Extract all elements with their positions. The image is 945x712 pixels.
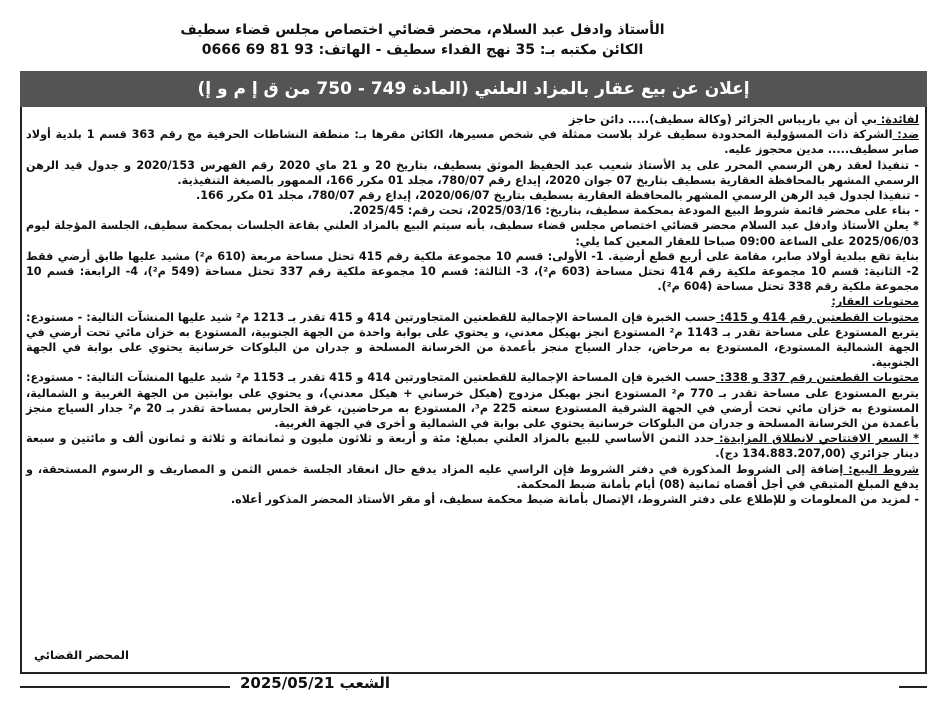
notice-header bbox=[100, 22, 745, 58]
paragraph-property: بناية تقع ببلدية أولاد صابر، مقامة على أربع قطع أرضية. 1- الأولى: قسم 10 مجموعة ملكية رقم 415 تحتل مساحة مربعة (610 م²) مشيد عليها طابق أرضي فقط 2- الثانية: قسم 10 مجموعة ملكية رقم 414 تحتل مساحة (603 م²)، 3- الثالثة: قسم 10 مجموعة ملكية رقم 337 تحتل مساحة (549 م²)، 4- الرابعة: قسم 10 مجموعة ملكية رقم 338 تحتل مساحة (604 م²). bbox=[26, 249, 919, 294]
footer bbox=[20, 672, 927, 702]
paragraph-auction-date: * يعلن الأستاذ وادفل عبد السلام محضر قضائي اختصاص مجلس قضاء سطيف، بأنه سيتم البيع بالمزاد العلني بقاعة الجلسات بمحكمة سطيف، الجلسة المؤجلة ليوم 2025/06/03 على الساعة 09:00 صباحا للعقار المعين كما يلي: bbox=[26, 219, 919, 248]
paragraph-more-info: - لمزيد من المعلومات و للإطلاع على دفتر الشروط، الإتصال بأمانة ضبط محكمة سطيف، أو مقر الأستاذ المحضر المذكور أعلاه. bbox=[230, 493, 919, 507]
paragraph-beneficiary: لفائدة: بي أن بي باريباس الجزائر (وكالة سطيف)..... دائن حاجز bbox=[568, 113, 919, 126]
paragraph-lots-337-338: محتويات القطعتين رقم 337 و 338: حسب الخبرة فإن المساحة الإجمالية للقطعتين المتجاورتين 414 و 415 تقدر بـ 1153 م² شيد عليها المنشآت التالية: - مستودع: يتربع المستودع على مساحة تقدر بـ 770 م² المستودع انجز بهيكل مزدوج (هيكل خرساني + هيكل معدني)، و يحتوي على بوابتين من الجهة الغربية و الشمالية، المستودع به خزان مائي تحت أرضي في الجهة الشرقية المستودع سعته 225 م³، المستودع به مرحاضين، غرفة الحارس بمساحة تقدر بـ 20 م² جدار السياج منجز بأعمدة من الخرسانة المسلحة و جدران من البلوكات خرسانية يحتوي على بوابة في الشمالية و أخرى في الجهة الغربية. bbox=[26, 371, 919, 431]
bailiff-signature: المحضر القضائي bbox=[34, 648, 129, 662]
paragraph-opening-price: * السعر الافتتاحي لانطلاق المزايدة: حدد الثمن الأساسي للبيع بالمزاد العلني بمبلغ: مئة و أربعة و ثلاثون مليون و ثمانمائة و ثلاثة و ثمانون ألف و مائتين و سبعة دينار جزائري (134.883.207,00 دج). bbox=[26, 432, 919, 461]
paragraph-debtor: ضد: الشركة ذات المسؤولية المحدودة سطيف غرلد بلاست ممثلة في شخص مسيرها، الكائن مقرها بـ: منطقة النشاطات الحرفية مج رقم 363 قسم 1 بلدية أولاد صابر سطيف..... مدين محجوز عليه. bbox=[26, 128, 919, 157]
footer-rule bbox=[20, 686, 230, 688]
paragraph-contents-heading: محتويات العقار: bbox=[831, 295, 919, 309]
paragraph-sale-terms: شروط البيع: إضافة إلى الشروط المذكورة في دفتر الشروط فإن الراسي عليه المزاد يدفع حال انعقاد الجلسة خمس الثمن و المصاريف و الرسوم المستحقة، و يدفع المبلغ المتبقي في أجل أقصاه ثمانية (08) أيام بأمانة ضبط المحكمة. bbox=[26, 462, 919, 491]
paragraph-conditions-filing: - بناء على محضر قائمة شروط البيع المودعة بمحكمة سطيف، بتاريخ: 2025/03/16، تحت رقم: 2025/45. bbox=[348, 204, 919, 218]
paragraph-registry: - تنفيذا لجدول قيد الرهن الرسمي المشهر بالمحافظة العقارية بسطيف بتاريخ 2020/06/07، إيداع رقم 780/07، مجلد 01 مكرر 166. bbox=[195, 189, 919, 203]
paragraph-lots-414-415: محتويات القطعتين رقم 414 و 415: حسب الخبرة فإن المساحة الإجمالية للقطعتين المتجاورتين 414 و 415 تقدر بـ 1213 م² شيد عليها المنشآت التالية: - مستودع: يتربع المستودع على مساحة تقدر بـ 1143 م² المستودع انجز بهيكل معدني، و يحتوي على بوابة واحدة من الجهة الجنوبية، المستودع به خزان مائي تحت أرضي في الجهة الشمالية المستودع، المستودع به مرحاض، جدار السياج منجز بأعمدة من الخرسانة المسلحة و جدران من البلوكات خرسانية يحتوي على بوابة في الجهة الجنوبية. bbox=[26, 310, 919, 370]
notice-body bbox=[26, 112, 919, 507]
bailiff-name: الأستاذ وادفل عبد السلام، محضر قضائي اختصاص مجلس قضاء سطيف bbox=[180, 22, 665, 38]
notice-title: إعلان عن بيع عقار بالمزاد العلني (المادة 749 - 750 من ق إ م و إ) bbox=[20, 71, 927, 107]
paragraph-mortgage: - تنفيذا لعقد رهن الرسمي المحرر على يد الأستاذ شعيب عبد الحفيظ الموثق بسطيف، بتاريخ 20 و 21 ماي 2020 رقم الفهرس 2020/153 و جدول قيد الرهن الرسمي المشهر بالمحافظة العقارية بسطيف بتاريخ 07 جوان 2020، إيداع رقم 780/07، مجلد 01 مكرر 166، الممهور بالصيغة التنفيذية. bbox=[26, 158, 920, 187]
bailiff-address: الكائن مكتبه بـ: 35 نهج الفداء سطيف - الهاتف: 93 81 69 0666 bbox=[201, 42, 644, 58]
newspaper-date: الشعب 2025/05/21 bbox=[240, 674, 391, 692]
footer-rule-right bbox=[899, 686, 927, 688]
